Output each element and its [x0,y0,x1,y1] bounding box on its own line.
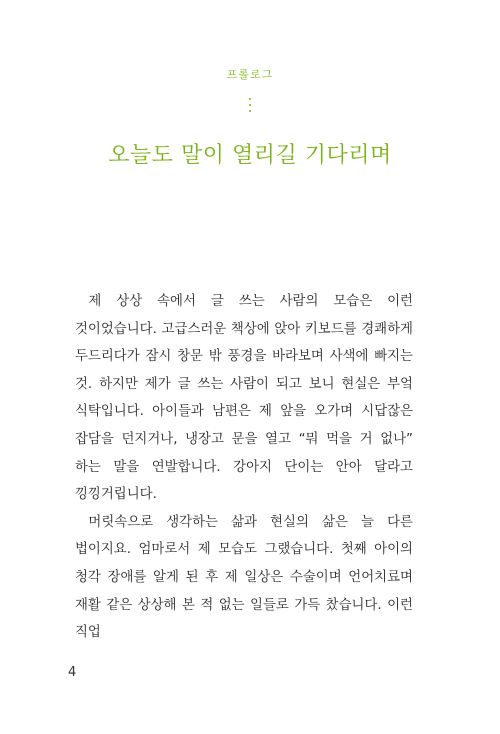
body-text [75,288,413,647]
dot [249,104,251,106]
chapter-title: 오늘도 말이 열리길 기다리며 [108,143,392,168]
section-label: 프롤로그 [226,68,274,81]
page-number: 4 [68,665,77,680]
dot [249,98,251,100]
paragraph: 제 상상 속에서 글 쓰는 사람의 모습은 이런 것이었습니다. 고급스러운 책상에 앉아 키보드를 경쾌하게 두드리다가 잠시 창문 밖 풍경을 바라보며 사색에 빠지는 것. 하지만 제가 글 쓰는 사람이 되고 보니 현실은 부엌 식탁입니다. 아이들과 남편은 제 앞을 오가며 시답잖은 잡담을 던지거나, 냉장고 문을 열고 “뭐 먹을 거 없나” 하는 말을 연발합니다. 강아지 단이는 안아 달라고 낑낑거립니다. [75,294,413,503]
paragraph: 머릿속으로 생각하는 삶과 현실의 삶은 늘 다른 법이지요. 엄마로서 제 모습도 그랬습니다. 첫째 아이의 청각 장애를 알게 된 후 제 일상은 수술이며 언어치료며 재활 같은 상상해 본 적 없는 일들로 가득 찼습니다. 이런 직업 [75,514,413,641]
divider-dots [248,98,252,118]
dot [249,110,251,112]
